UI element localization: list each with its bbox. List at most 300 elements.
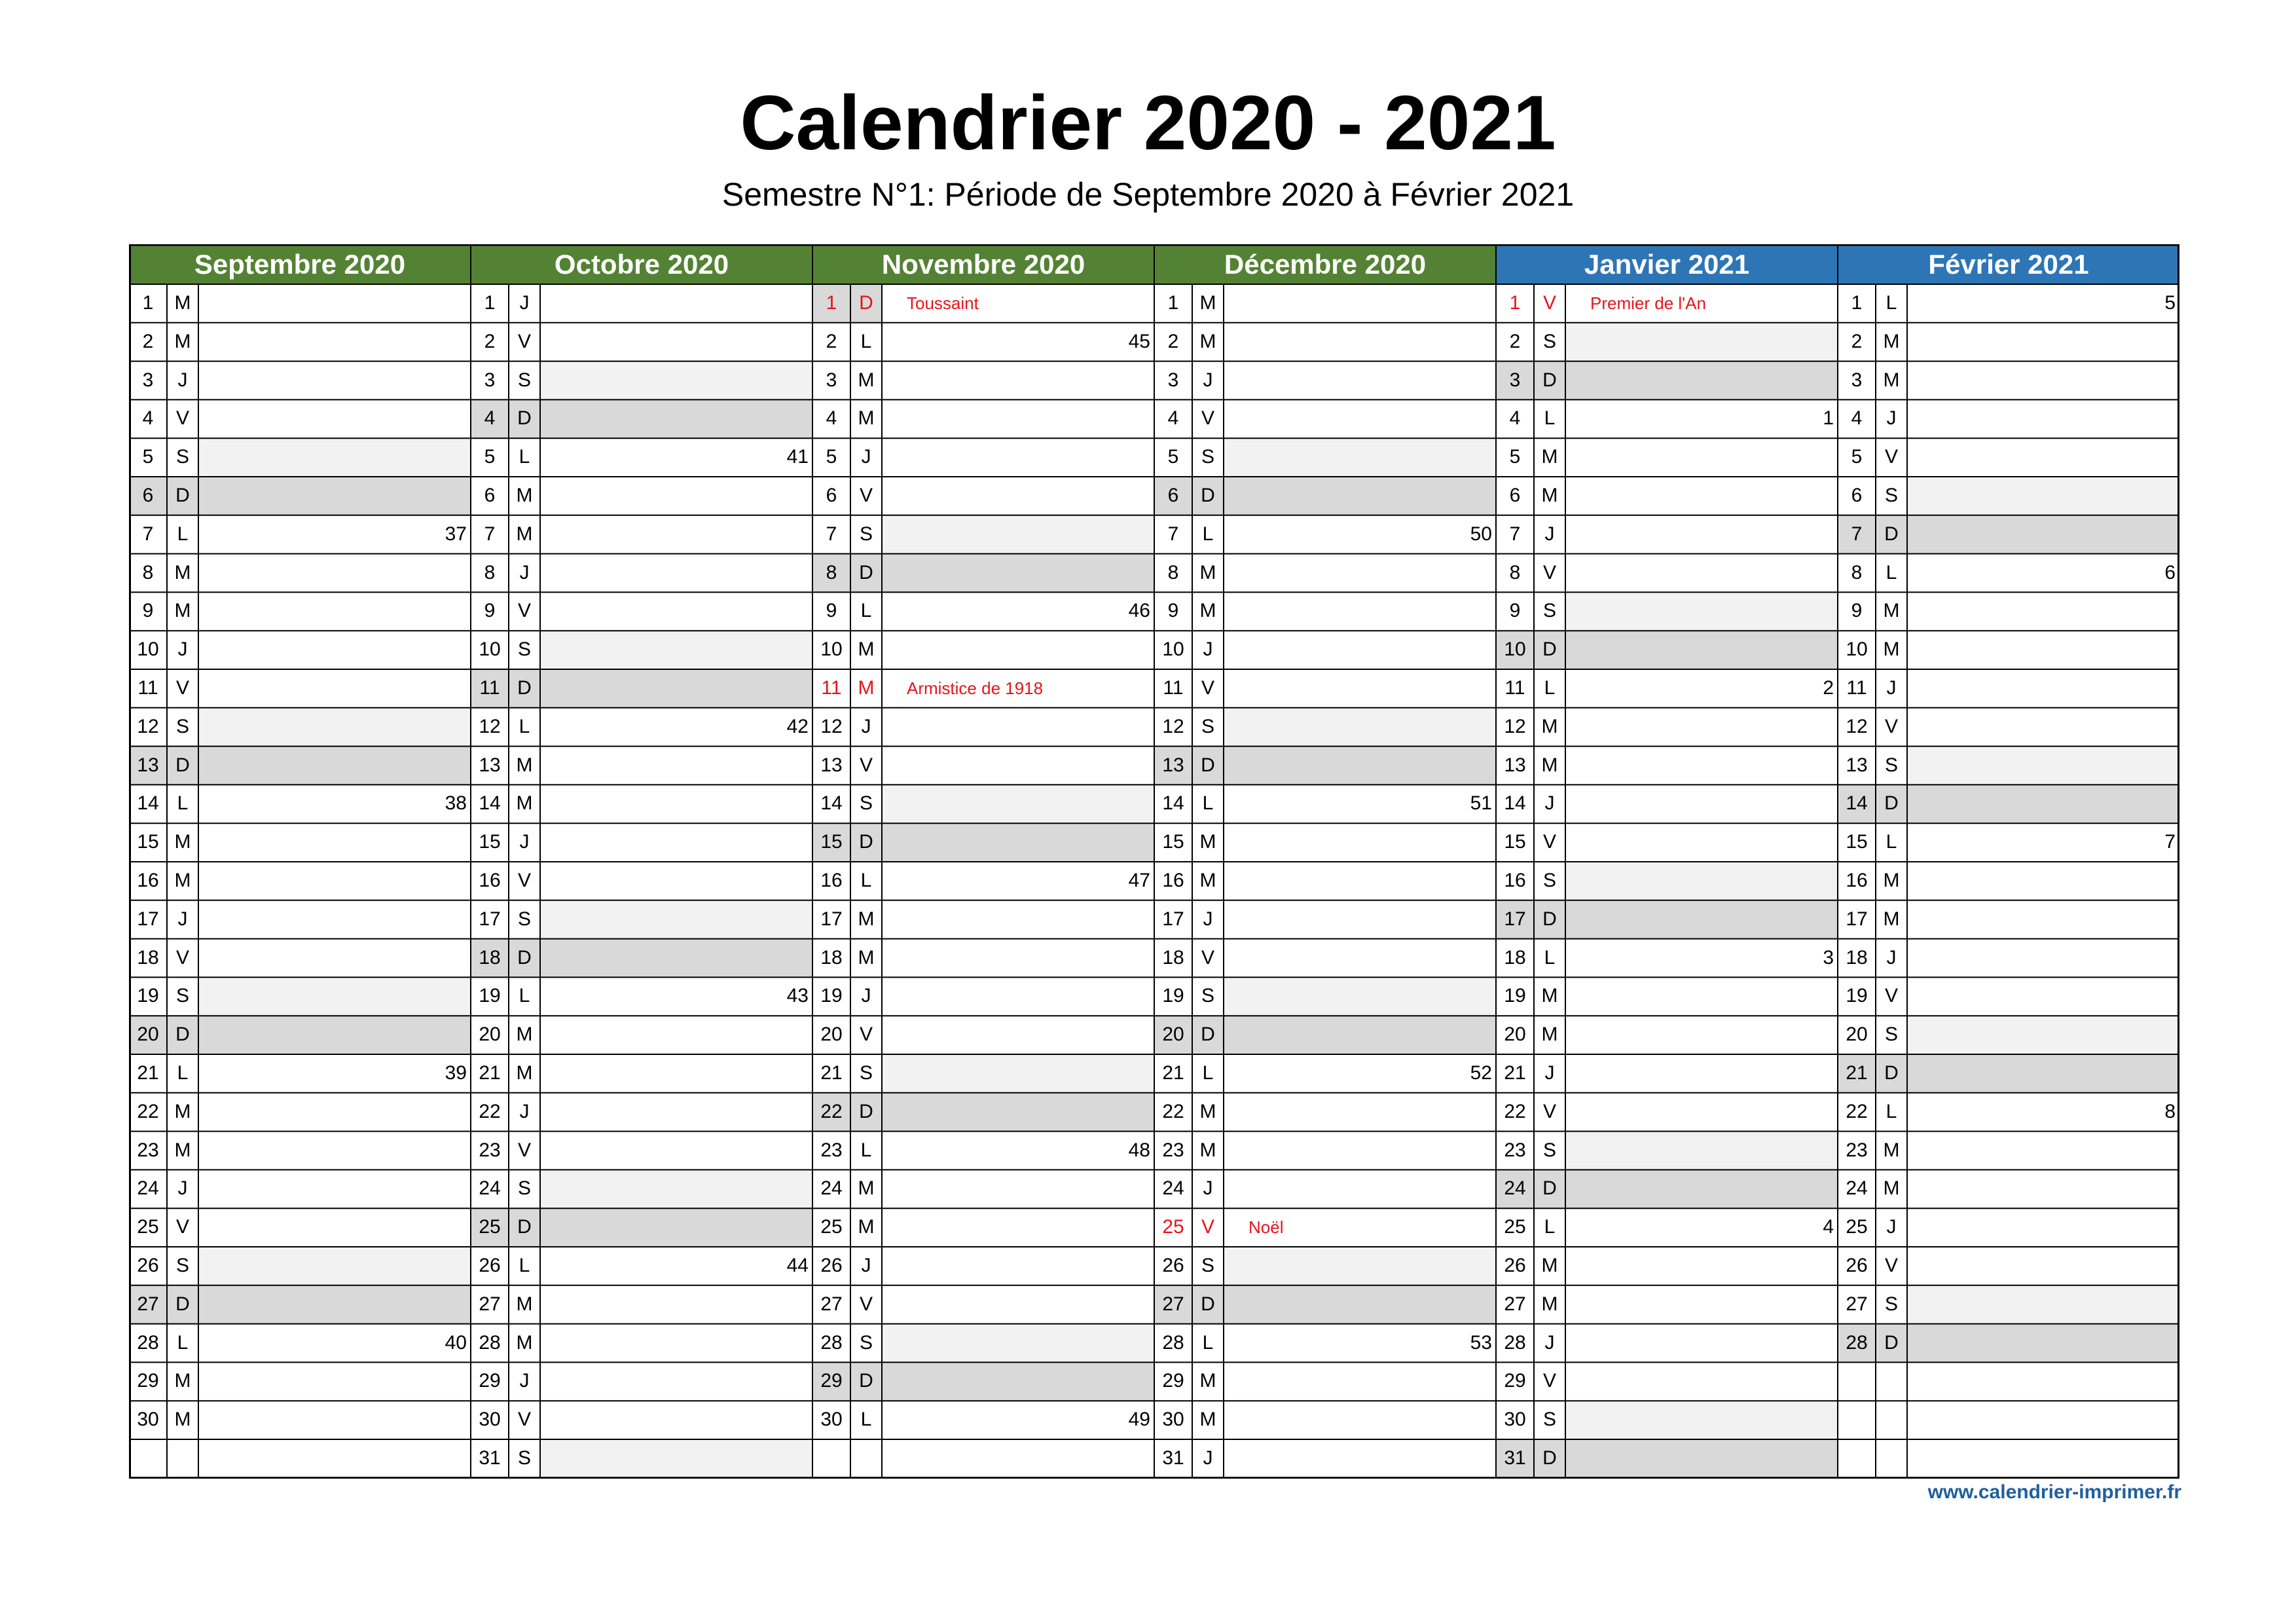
day-number: 3: [1851, 369, 1863, 391]
day-notes: [882, 477, 1154, 515]
day-row: [1838, 1247, 2179, 1285]
day-row: [812, 477, 1154, 515]
day-number: 30: [137, 1409, 159, 1431]
day-row: [1154, 784, 1496, 823]
day-row: [1838, 977, 2179, 1016]
day-of-week: M: [1199, 870, 1216, 891]
day-number: 8: [1167, 561, 1179, 583]
day-of-week: M: [1199, 1100, 1216, 1122]
day-row: [1838, 554, 2179, 593]
day-row: [1496, 1401, 1838, 1439]
day-of-week: M: [516, 754, 533, 776]
week-number: 48: [1128, 1139, 1150, 1161]
day-number: [812, 1439, 850, 1478]
day-notes: [1224, 1247, 1496, 1285]
day-row: [1838, 361, 2179, 400]
day-of-week: M: [1883, 369, 1900, 391]
day-number: 24: [1496, 1170, 1534, 1208]
day-notes: [1565, 284, 1838, 323]
day-of-week: L: [1886, 561, 1897, 583]
day-row: [812, 1016, 1154, 1054]
day-notes: [882, 1170, 1154, 1208]
day-number: 8: [1851, 561, 1863, 583]
day-of-week: J: [177, 369, 188, 391]
day-number: 29: [137, 1370, 159, 1392]
day-notes: [1907, 1170, 2179, 1208]
day-number: 6: [826, 485, 837, 506]
day-of-week: D: [1876, 1054, 1907, 1093]
day-row: [812, 515, 1154, 554]
day-of-week: V: [175, 1216, 189, 1238]
day-of-week: D: [1534, 361, 1565, 400]
day-notes: [1907, 323, 2179, 361]
day-notes: [1224, 1324, 1496, 1363]
day-of-week: V: [1884, 985, 1898, 1007]
day-of-week: M: [1541, 985, 1558, 1007]
day-number: 29: [1162, 1370, 1184, 1392]
day-number: 9: [1851, 600, 1863, 622]
day-number: 11: [821, 677, 842, 699]
day-number: 3: [826, 369, 837, 391]
day-number: 24: [820, 1177, 843, 1200]
day-row: [1496, 669, 1838, 708]
day-notes: [882, 323, 1154, 361]
day-row: [471, 1170, 812, 1208]
day-number: 22: [1504, 1100, 1526, 1122]
day-number: 18: [471, 939, 509, 978]
day-of-week: D: [1192, 1285, 1224, 1324]
day-of-week: D: [509, 939, 540, 978]
day-notes: [198, 1093, 471, 1132]
day-row: [129, 1208, 471, 1247]
day-notes: [198, 399, 471, 438]
day-notes: [1224, 592, 1496, 631]
day-row: [1496, 1132, 1838, 1170]
day-notes: [882, 438, 1154, 477]
day-number: 18: [820, 946, 843, 969]
day-number: 31: [1496, 1439, 1534, 1478]
day-number: 6: [1509, 485, 1521, 506]
day-notes: [1565, 1439, 1838, 1478]
day-notes: [198, 1324, 471, 1363]
day-row: [471, 284, 812, 323]
day-of-week: M: [858, 1216, 875, 1238]
day-number: 30: [1162, 1409, 1184, 1431]
day-number: 17: [820, 908, 843, 930]
day-of-week: D: [1534, 1170, 1565, 1208]
day-number: 15: [812, 823, 850, 862]
day-notes: [882, 554, 1154, 593]
day-of-week: D: [509, 399, 540, 438]
day-row: [1838, 1401, 2179, 1439]
day-of-week: S: [517, 369, 531, 391]
day-notes: [882, 515, 1154, 554]
day-notes: [540, 515, 812, 554]
day-row: [812, 1285, 1154, 1324]
day-number: 7: [1838, 515, 1876, 554]
day-notes: [198, 438, 471, 477]
day-number: 2: [1167, 330, 1179, 352]
day-number: 13: [820, 754, 843, 776]
day-number: 24: [137, 1177, 159, 1200]
day-of-week: J: [1886, 407, 1897, 430]
day-number: 25: [137, 1216, 159, 1238]
day-of-week: J: [177, 908, 188, 930]
day-number: 20: [1846, 1024, 1868, 1046]
day-notes: [882, 1285, 1154, 1324]
day-of-week: V: [1884, 446, 1898, 468]
day-row: [471, 669, 812, 708]
day-row: [129, 900, 471, 939]
day-of-week: M: [516, 485, 533, 506]
calendar-grid: [129, 244, 2179, 1479]
day-notes: [1907, 1401, 2179, 1439]
day-notes: [1907, 977, 2179, 1016]
day-row: [471, 708, 812, 747]
day-number: 5: [826, 446, 837, 468]
day-notes: [198, 1170, 471, 1208]
day-notes: [198, 592, 471, 631]
day-of-week: J: [861, 446, 871, 468]
week-number: 3: [1823, 946, 1834, 969]
day-notes: [1565, 823, 1838, 862]
day-number: 12: [1846, 715, 1868, 737]
day-number: 18: [1846, 946, 1868, 969]
month-column: [129, 244, 471, 1479]
day-row: [1154, 823, 1496, 862]
day-number: 4: [1167, 407, 1179, 430]
day-row: [129, 784, 471, 823]
day-row: [1154, 631, 1496, 669]
page-title: Calendrier 2020 - 2021: [740, 80, 1556, 166]
day-notes: [1565, 631, 1838, 669]
day-of-week: M: [1883, 638, 1900, 661]
day-number: 3: [484, 369, 496, 391]
day-number: 13: [129, 747, 167, 785]
day-notes: [540, 900, 812, 939]
day-row: [1838, 323, 2179, 361]
day-row: [471, 477, 812, 515]
day-number: 31: [1162, 1447, 1184, 1469]
day-row: [1496, 862, 1838, 900]
day-row: [471, 823, 812, 862]
day-notes: [1224, 323, 1496, 361]
day-number: 11: [1846, 677, 1867, 699]
day-of-week: V: [1201, 407, 1214, 430]
day-number: 24: [1846, 1177, 1868, 1200]
day-notes: [1224, 1170, 1496, 1208]
day-row: [1496, 708, 1838, 747]
day-notes: [1565, 323, 1838, 361]
day-notes: [1224, 1362, 1496, 1401]
day-notes: [540, 1170, 812, 1208]
day-notes: [198, 1016, 471, 1054]
day-number: 4: [826, 407, 837, 430]
day-number: 5: [484, 446, 496, 468]
day-notes: [540, 323, 812, 361]
day-of-week: D: [1534, 1439, 1565, 1478]
day-row: [471, 1208, 812, 1247]
day-notes: [1907, 784, 2179, 823]
day-row: [1496, 747, 1838, 785]
day-notes: [1224, 939, 1496, 978]
day-of-week: J: [177, 1177, 188, 1200]
day-row: [471, 1439, 812, 1478]
day-notes: [198, 939, 471, 978]
day-of-week: [1876, 1439, 1907, 1478]
day-number: 16: [479, 870, 501, 891]
holiday-label: Armistice de 1918: [907, 678, 1044, 698]
day-row: [812, 1208, 1154, 1247]
day-notes: [198, 361, 471, 400]
month-column: [1496, 244, 1838, 1479]
day-row: [129, 438, 471, 477]
day-of-week: D: [167, 477, 198, 515]
day-row: [471, 1132, 812, 1170]
day-number: 13: [1154, 747, 1192, 785]
day-number: 28: [479, 1331, 501, 1354]
day-notes: [1224, 784, 1496, 823]
day-of-week: D: [850, 823, 882, 862]
day-row: [1496, 399, 1838, 438]
day-number: 7: [826, 523, 837, 545]
day-notes: [1224, 1439, 1496, 1478]
day-of-week: D: [850, 554, 882, 593]
day-of-week: J: [1203, 369, 1213, 391]
day-of-week: M: [1883, 870, 1900, 891]
day-number: 19: [820, 985, 843, 1007]
day-row: [1496, 1439, 1838, 1478]
day-row: [1154, 361, 1496, 400]
day-row: [129, 1285, 471, 1324]
day-number: 27: [129, 1285, 167, 1324]
day-of-week: L: [177, 792, 189, 815]
day-number: 27: [1504, 1293, 1526, 1315]
day-notes: [1224, 554, 1496, 593]
day-row: [471, 1093, 812, 1132]
day-notes: [882, 708, 1154, 747]
day-number: 6: [1851, 485, 1863, 506]
day-of-week: M: [516, 1062, 533, 1084]
day-of-week: V: [859, 754, 873, 776]
month-column: [1154, 244, 1496, 1479]
day-number: 9: [826, 600, 837, 622]
day-notes: [1907, 1439, 2179, 1478]
day-row: [471, 1285, 812, 1324]
day-number: 22: [812, 1093, 850, 1132]
day-notes: [1565, 1054, 1838, 1093]
day-number: 24: [1162, 1177, 1184, 1200]
day-number: 21: [479, 1062, 501, 1084]
day-row: [1496, 284, 1838, 323]
day-notes: [198, 1362, 471, 1401]
day-of-week: S: [1542, 330, 1556, 352]
week-number: 49: [1128, 1409, 1150, 1431]
day-number: 6: [484, 485, 496, 506]
day-row: [129, 1401, 471, 1439]
day-of-week: S: [175, 715, 189, 737]
day-of-week: M: [516, 1293, 533, 1315]
day-row: [812, 939, 1154, 978]
day-number: 12: [137, 715, 159, 737]
day-number: 20: [1504, 1024, 1526, 1046]
day-row: [129, 399, 471, 438]
day-row: [129, 977, 471, 1016]
day-number: 30: [1504, 1409, 1526, 1431]
day-number: 1: [142, 292, 154, 314]
day-number: 25: [1162, 1216, 1184, 1238]
day-of-week: M: [1199, 600, 1216, 622]
day-row: [1496, 554, 1838, 593]
day-notes: [1224, 438, 1496, 477]
day-number: 3: [1167, 369, 1179, 391]
day-of-week: L: [519, 446, 530, 468]
day-notes: [198, 747, 471, 785]
day-notes: [1565, 399, 1838, 438]
day-row: [812, 1247, 1154, 1285]
day-notes: [1224, 1093, 1496, 1132]
day-number: 30: [820, 1409, 843, 1431]
day-of-week: L: [860, 330, 872, 352]
day-of-week: M: [174, 831, 191, 853]
day-notes: [198, 900, 471, 939]
day-of-week: D: [167, 1016, 198, 1054]
day-number: 7: [142, 523, 154, 545]
day-number: 22: [479, 1100, 501, 1122]
day-of-week: M: [516, 792, 533, 815]
day-of-week: J: [1544, 1062, 1555, 1084]
day-notes: [1565, 1401, 1838, 1439]
day-row: [812, 900, 1154, 939]
day-number: 20: [129, 1016, 167, 1054]
day-row: [1496, 823, 1838, 862]
day-of-week: S: [1542, 870, 1556, 891]
day-notes: [540, 1285, 812, 1324]
day-row: [129, 554, 471, 593]
day-row: [129, 323, 471, 361]
day-number: 19: [1162, 985, 1184, 1007]
day-of-week: J: [1203, 908, 1213, 930]
day-row: [129, 1016, 471, 1054]
day-row: [471, 900, 812, 939]
day-of-week: V: [1542, 561, 1556, 583]
day-of-week: S: [517, 638, 531, 661]
day-notes: [1907, 399, 2179, 438]
website-link[interactable]: www.calendrier-imprimer.fr: [1927, 1481, 2181, 1503]
day-number: 10: [820, 638, 843, 661]
day-notes: [1907, 1054, 2179, 1093]
day-notes: [540, 977, 812, 1016]
day-number: 24: [479, 1177, 501, 1200]
day-notes: [1565, 900, 1838, 939]
day-row: [1496, 939, 1838, 978]
day-notes: [540, 1054, 812, 1093]
day-number: 10: [137, 638, 159, 661]
day-of-week: D: [1192, 1016, 1224, 1054]
day-number: 21: [1838, 1054, 1876, 1093]
day-number: 13: [1846, 754, 1868, 776]
day-row: [471, 515, 812, 554]
day-notes: [1907, 1285, 2179, 1324]
month-column: [812, 244, 1154, 1479]
day-number: 10: [1496, 631, 1534, 669]
day-row: [1838, 862, 2179, 900]
day-row: [471, 747, 812, 785]
day-notes: [1907, 438, 2179, 477]
day-of-week: M: [1883, 1139, 1900, 1161]
page-subtitle: Semestre N°1: Période de Septembre 2020 à Février 2021: [721, 176, 1575, 213]
month-header: Février 2021: [1838, 244, 2179, 284]
day-row: [1496, 1170, 1838, 1208]
day-of-week: L: [1886, 1100, 1897, 1122]
day-notes: [198, 1401, 471, 1439]
week-number: 7: [2164, 831, 2176, 853]
day-row: [1154, 1362, 1496, 1401]
holiday-label: Noël: [1248, 1217, 1284, 1238]
day-number: 7: [1167, 523, 1179, 545]
day-row: [1496, 1247, 1838, 1285]
week-number: 8: [2164, 1100, 2176, 1122]
day-of-week: J: [1544, 523, 1555, 545]
day-of-week: J: [519, 1100, 530, 1122]
day-of-week: S: [517, 1177, 531, 1200]
day-number: 27: [820, 1293, 843, 1315]
day-row: [129, 1170, 471, 1208]
week-number: 6: [2164, 561, 2176, 583]
day-of-week: M: [174, 561, 191, 583]
day-number: [1838, 1362, 1876, 1401]
day-of-week: J: [1203, 638, 1213, 661]
day-number: 9: [1509, 600, 1521, 622]
day-number: 23: [479, 1139, 501, 1161]
day-of-week: V: [1542, 831, 1556, 853]
day-number: 21: [820, 1062, 843, 1084]
day-number: 12: [1504, 715, 1526, 737]
day-notes: [1565, 747, 1838, 785]
day-number: 17: [1162, 908, 1184, 930]
day-of-week: J: [519, 292, 530, 314]
day-number: 28: [137, 1331, 159, 1354]
day-of-week: V: [1542, 292, 1556, 314]
day-of-week: D: [1192, 477, 1224, 515]
day-number: [129, 1439, 167, 1478]
day-number: 2: [1509, 330, 1521, 352]
day-notes: [1565, 438, 1838, 477]
day-row: [129, 939, 471, 978]
day-of-week: S: [1542, 1409, 1556, 1431]
day-row: [1838, 1093, 2179, 1132]
day-row: [1838, 747, 2179, 785]
day-row: [471, 1247, 812, 1285]
day-number: 30: [479, 1409, 501, 1431]
week-number: 39: [445, 1062, 467, 1084]
day-row: [1154, 1208, 1496, 1247]
day-number: 9: [142, 600, 154, 622]
day-notes: [1907, 1016, 2179, 1054]
day-notes: [882, 1247, 1154, 1285]
week-number: 47: [1128, 870, 1150, 891]
holiday-label: Premier de l'An: [1590, 293, 1706, 313]
day-row: [471, 323, 812, 361]
day-row: [812, 708, 1154, 747]
day-row: [1496, 515, 1838, 554]
day-of-week: V: [1201, 1216, 1214, 1238]
day-of-week: J: [1544, 792, 1555, 815]
day-row: [129, 631, 471, 669]
day-notes: [1907, 900, 2179, 939]
day-number: 5: [1851, 446, 1863, 468]
day-of-week: V: [517, 600, 531, 622]
